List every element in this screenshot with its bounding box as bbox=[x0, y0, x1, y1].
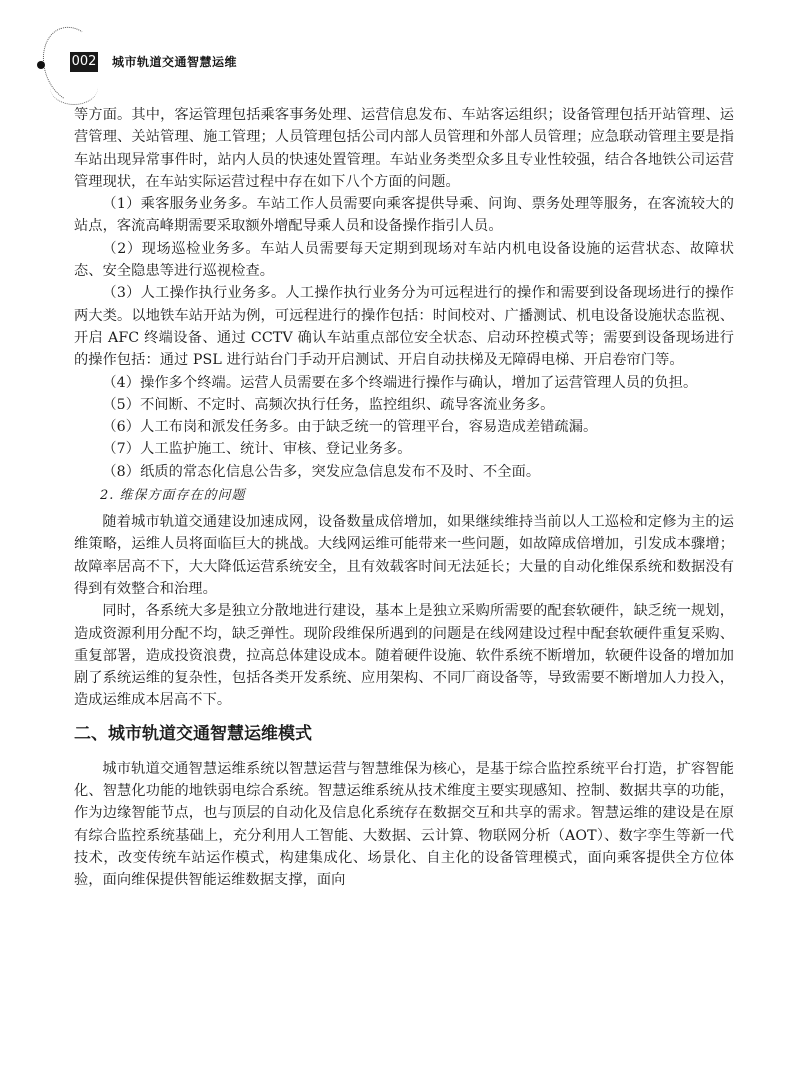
list-item-3: （3）人工操作执行业务多。人工操作执行业务分为可远程进行的操作和需要到设备现场进行的操作两大类。以地铁车站开站为例，可远程进行的操作包括：时间校对、广播测试、机电设备设施状态监视、开启 AFC 终端设备、通过 CCTV 确认车站重点部位安全状态、启动环控模式等；需要到设备现场进行的操作包括：通过 PSL 进行站台门手动开启测试、开启自动扶梯及无障碍电梯、开启卷帘门等。 bbox=[74, 285, 734, 369]
list-item-6: （6）人工布岗和派发任务多。由于缺乏统一的管理平台，容易造成差错疏漏。 bbox=[102, 419, 598, 436]
list-item-4: （4）操作多个终端。运营人员需要在多个终端进行操作与确认，增加了运营管理人员的负担。 bbox=[102, 374, 698, 391]
page-body bbox=[74, 104, 734, 892]
section-title: 二、城市轨道交通智慧运维模式 bbox=[74, 723, 312, 744]
list-item-8: （8）纸质的常态化信息公告多，突发应急信息发布不及时、不全面。 bbox=[102, 463, 541, 480]
bullet-dot-icon bbox=[37, 61, 45, 69]
paragraph-continuation: 等方面。其中，客运管理包括乘客事务处理、运营信息发布、车站客运组织；设备管理包括开站管理、运营管理、关站管理、施工管理；人员管理包括公司内部人员管理和外部人员管理；应急联动管理主要是指车站出现异常事件时，站内人员的快速处置管理。车站业务类型众多且专业性较强，结合各地铁公司运营管理现状，在车站实际运营过程中存在如下八个方面的问题。 bbox=[74, 107, 734, 190]
running-title: 城市轨道交通智慧运维 bbox=[112, 55, 238, 69]
paragraph-maintenance-1: 随着城市轨道交通建设加速成网，设备数量成倍增加，如果继续维持当前以人工巡检和定修为主的运维策略，运维人员将面临巨大的挑战。大线网运维可能带来一些问题，如故障成倍增加，引发成本骤增；故障率居高不下，大大降低运营系统安全，且有效载客时间无法延长；大量的自动化维保系统和数据没有得到有效整合和治理。 bbox=[74, 514, 734, 597]
list-item-7: （7）人工监护施工、统计、审核、登记业务多。 bbox=[102, 441, 412, 458]
subheading: 2. 维保方面存在的问题 bbox=[100, 488, 246, 504]
paragraph-smart-om: 城市轨道交通智慧运维系统以智慧运营与智慧维保为核心，是基于综合监控系统平台打造，扩容智能化、智慧化功能的地铁弱电综合系统。智慧运维系统从技术维度主要实现感知、控制、数据共享的功能，作为边缘智能节点，也与顶层的自动化及信息化系统存在数据交互和共享的需求。智慧运维的建设是在原有综合监控系统基础上，充分利用人工智能、大数据、云计算、物联网分析（AOT）、数字孪生等新一代技术，改变传统车站运作模式，构建集成化、场景化、自主化的设备管理模式，面向乘客提供全方位体验，面向维保提供智能运维数据支撑，面向 bbox=[74, 760, 734, 889]
list-item-5: （5）不间断、不定时、高频次执行任务，监控组织、疏导客流业务多。 bbox=[102, 396, 555, 413]
list-item-2: （2）现场巡检业务多。车站人员需要每天定期到现场对车站内机电设备设施的运营状态、故障状态、安全隐患等进行巡视检查。 bbox=[74, 240, 734, 280]
decorative-arc-lower bbox=[50, 70, 98, 105]
paragraph-maintenance-2: 同时，各系统大多是独立分散地进行建设，基本上是独立采购所需要的配套软硬件，缺乏统一规划，造成资源利用分配不均，缺乏弹性。现阶段维保所遇到的问题是在线网建设过程中配套软硬件重复采购、重复部署，造成投资浪费，拉高总体建设成本。随着硬件设施、软件系统不断增加，软硬件设备的增加加剧了系统运维的复杂性，包括各类开发系统、应用架构、不同厂商设备等，导致需要不断增加人力投入，造成运维成本居高不下。 bbox=[74, 603, 734, 709]
list-item-1: （1）乘客服务业务多。车站工作人员需要向乘客提供导乘、问询、票务处理等服务，在客流较大的站点，客流高峰期需要采取额外增配导乘人员和设备操作指引人员。 bbox=[74, 196, 734, 235]
page-header bbox=[0, 0, 790, 108]
page-number: 002 bbox=[70, 52, 98, 72]
